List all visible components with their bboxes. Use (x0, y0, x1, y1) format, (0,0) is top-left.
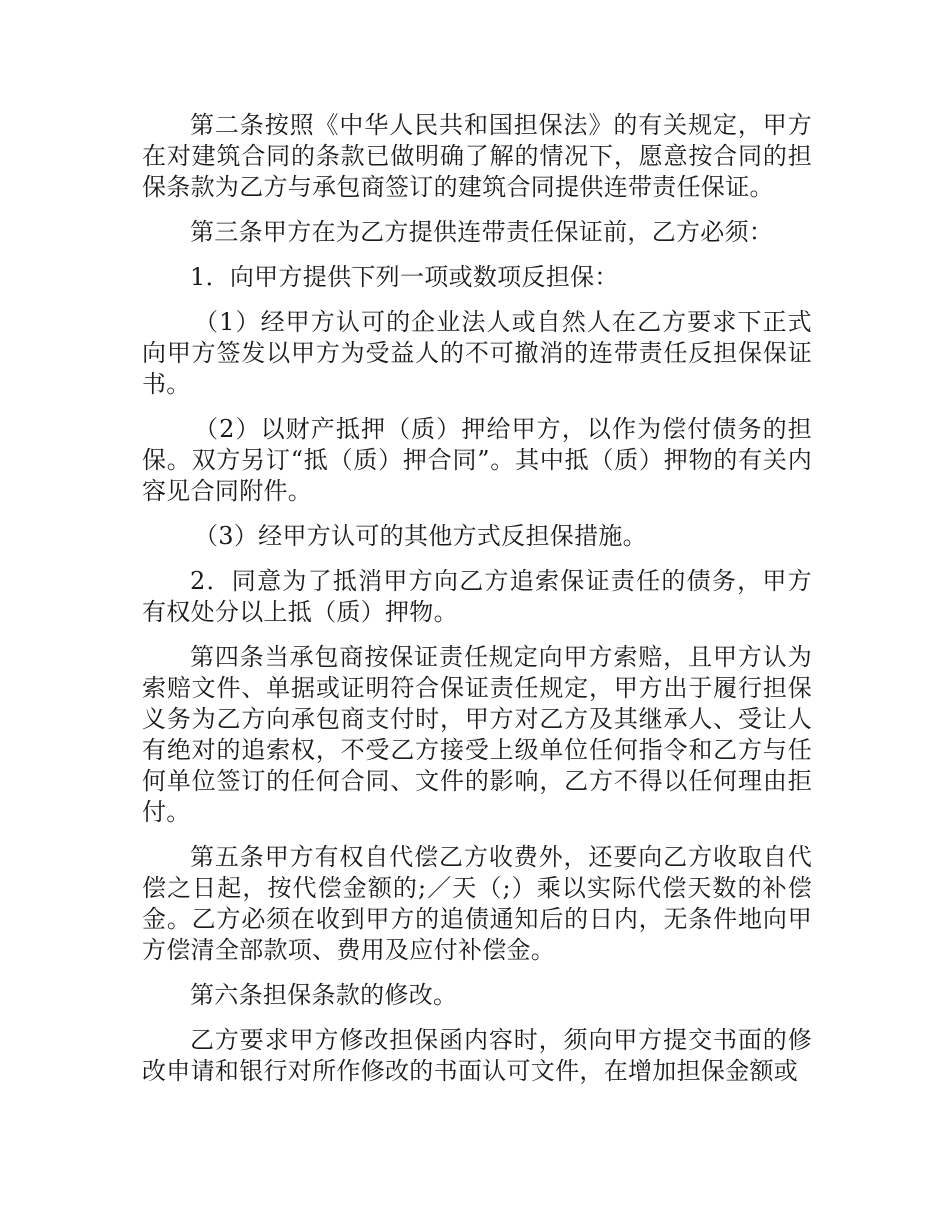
article-3-paragraph: 第三条甲方在为乙方提供连带责任保证前，乙方必须： (190, 218, 774, 246)
article-3-item-1: 1．向甲方提供下列一项或数项反担保： (190, 263, 619, 291)
article-3-item-1-sub-3: （3）经甲方认可的其他方式反担保措施。 (194, 522, 647, 550)
article-3-item-2: 2．同意为了抵消甲方向乙方追索保证责任的债务，甲方有权处分以上抵（质）押物。 (142, 567, 812, 626)
article-3-item-1-sub-1: （1）经甲方认可的企业法人或自然人在乙方要求下正式向甲方签发以甲方为受益人的不可撤消的连带责任反担保保证书。 (142, 308, 812, 398)
article-5-paragraph: 第五条甲方有权自代偿乙方收费外，还要向乙方收取自代偿之日起，按代偿金额的;／天（;）乘以实际代偿天数的补偿金。乙方必须在收到甲方的追债通知后的日内，无条件地向甲方偿清全部款项、费用及应付补偿金。 (142, 843, 812, 964)
article-6-body: 乙方要求甲方修改担保函内容时，须向甲方提交书面的修改申请和银行对所作修改的书面认可文件，在增加担保金额或 (142, 1026, 812, 1085)
document-page (142, 110, 812, 1101)
article-6-heading: 第六条担保条款的修改。 (190, 981, 458, 1009)
article-4-paragraph: 第四条当承包商按保证责任规定向甲方索赔，且甲方认为索赔文件、单据或证明符合保证责任规定，甲方出于履行担保义务为乙方向承包商支付时，甲方对乙方及其继承人、受让人有绝对的追索权，不受乙方接受上级单位任何指令和乙方与任何单位签订的任何合同、文件的影响，乙方不得以任何理由拒付。 (142, 643, 812, 826)
article-3-item-1-sub-2: （2）以财产抵押（质）押给甲方，以作为偿付债务的担保。双方另订“抵（质）押合同”。其中抵（质）押物的有关内容见合同附件。 (142, 415, 812, 505)
article-2-paragraph: 第二条按照《中华人民共和国担保法》的有关规定，甲方在对建筑合同的条款已做明确了解的情况下，愿意按合同的担保条款为乙方与承包商签订的建筑合同提供连带责任保证。 (142, 111, 812, 201)
